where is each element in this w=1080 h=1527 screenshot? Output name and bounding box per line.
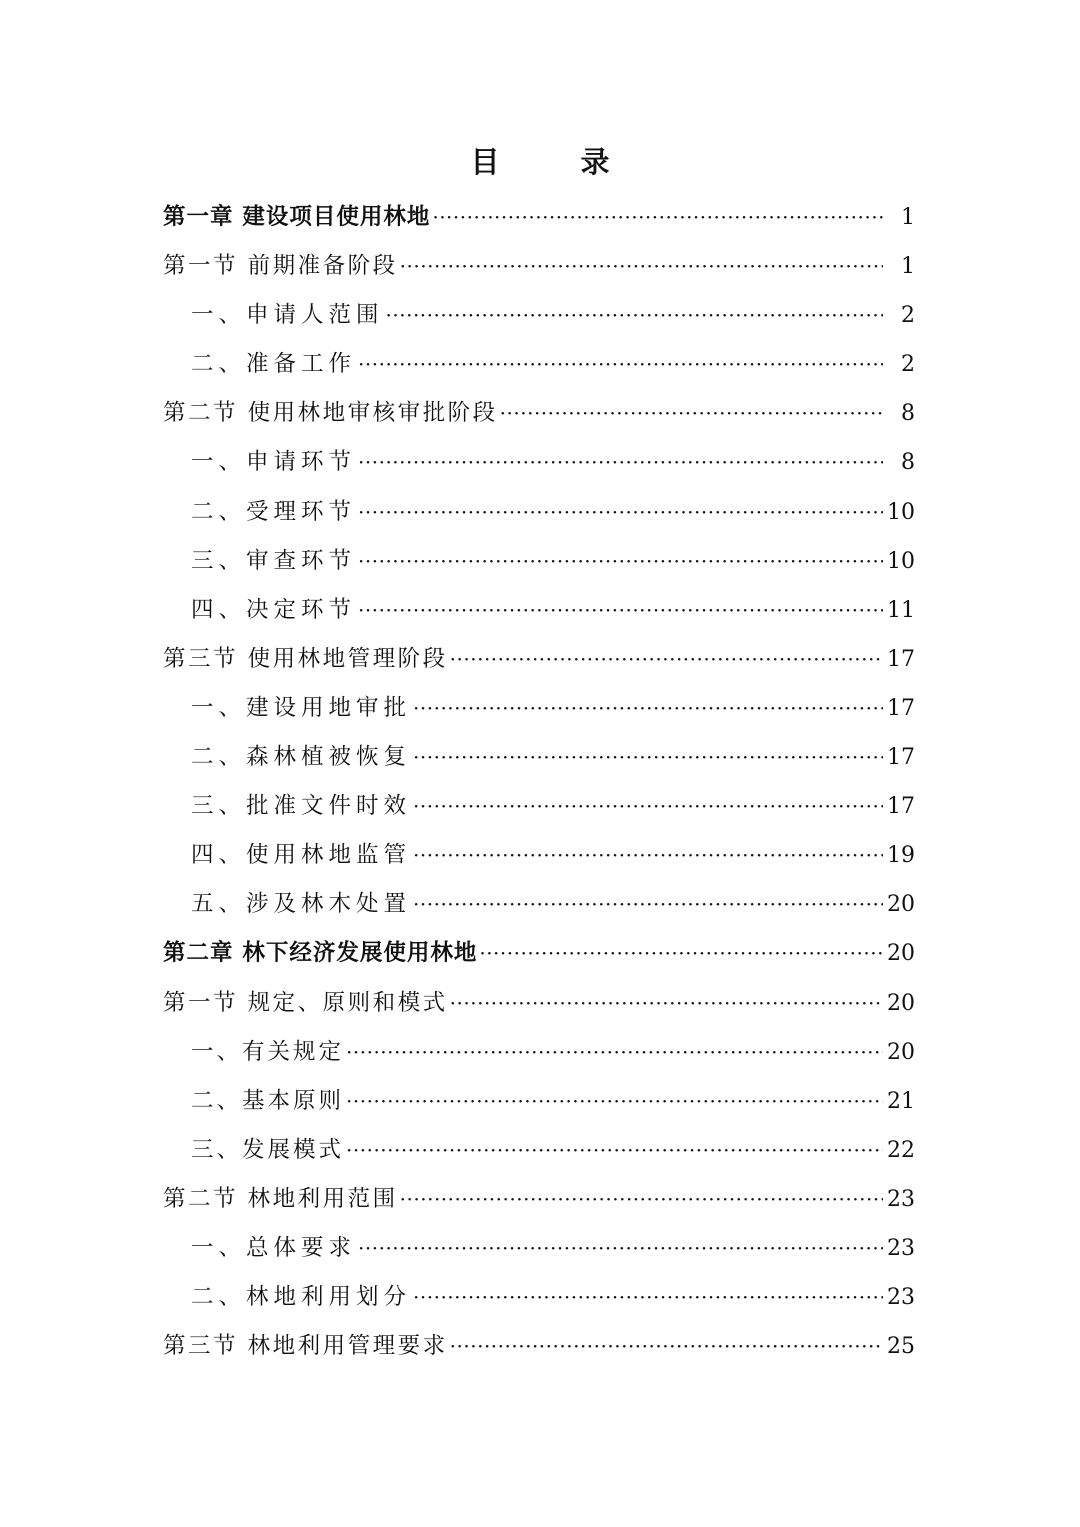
dot-leader xyxy=(358,1224,883,1273)
toc-page-number: 10 xyxy=(887,499,915,525)
toc-entry-label: 第一章 建设项目使用林地 xyxy=(163,204,431,230)
toc-item xyxy=(163,438,915,487)
toc-section xyxy=(163,1322,915,1371)
toc-page-number: 1 xyxy=(901,254,915,280)
dot-leader xyxy=(400,1175,883,1224)
dot-leader xyxy=(413,1273,883,1322)
dot-leader xyxy=(413,733,883,782)
toc-page-number: 2 xyxy=(901,352,915,378)
dot-leader xyxy=(413,831,883,880)
toc-item xyxy=(163,537,915,586)
toc-item xyxy=(163,831,915,880)
toc-page-number: 19 xyxy=(887,843,915,869)
toc-section xyxy=(163,979,915,1028)
toc-entry-label: 第一节 规定、原则和模式 xyxy=(163,989,448,1016)
toc-page-number: 17 xyxy=(887,745,915,771)
toc-page-number: 17 xyxy=(887,794,915,820)
toc-item xyxy=(163,684,915,733)
toc-item xyxy=(163,733,915,782)
toc-entry-label: 第二章 林下经济发展使用林地 xyxy=(163,940,478,967)
toc-page-number: 1 xyxy=(901,205,915,230)
table-of-contents xyxy=(163,193,915,1371)
toc-page-number: 10 xyxy=(887,548,915,574)
dot-leader xyxy=(386,291,883,340)
toc-entry-label: 第二节 林地利用范围 xyxy=(163,1185,398,1212)
toc-entry-label: 第二节 使用林地审核审批阶段 xyxy=(163,400,498,427)
dot-leader xyxy=(358,537,883,586)
toc-entry-label: 一、申请环节 xyxy=(191,449,357,476)
toc-entry-label: 二、林地利用划分 xyxy=(191,1284,412,1311)
toc-entry-label: 三、发展模式 xyxy=(191,1136,345,1163)
toc-page-number: 20 xyxy=(887,1039,915,1065)
dot-leader xyxy=(358,438,883,487)
dot-leader xyxy=(500,389,883,438)
toc-entry-label: 一、有关规定 xyxy=(191,1038,345,1065)
toc-page-number: 11 xyxy=(887,597,915,623)
toc-item xyxy=(163,1028,915,1077)
toc-page-number: 17 xyxy=(887,695,915,721)
dot-leader xyxy=(450,979,883,1028)
toc-chapter-2 xyxy=(163,929,915,978)
dot-leader xyxy=(413,684,883,733)
toc-page-number: 23 xyxy=(887,1235,915,1261)
toc-entry-label: 五、涉及林木处置 xyxy=(191,891,412,918)
toc-item xyxy=(163,1077,915,1126)
toc-page-number: 20 xyxy=(887,941,915,967)
toc-item xyxy=(163,1126,915,1175)
toc-entry-label: 一、申请人范围 xyxy=(191,302,384,329)
dot-leader xyxy=(358,340,883,389)
toc-chapter-1 xyxy=(163,193,915,242)
toc-page-number: 8 xyxy=(901,450,915,476)
toc-entry-label: 第三节 林地利用管理要求 xyxy=(163,1333,448,1360)
toc-item xyxy=(163,488,915,537)
toc-page-number: 25 xyxy=(887,1334,915,1360)
toc-entry-label: 二、准备工作 xyxy=(191,351,357,378)
toc-entry-label: 二、森林植被恢复 xyxy=(191,744,412,771)
dot-leader xyxy=(358,488,883,537)
toc-item xyxy=(163,1224,915,1273)
dot-leader xyxy=(450,635,883,684)
dot-leader xyxy=(413,782,883,831)
toc-item xyxy=(163,586,915,635)
toc-item xyxy=(163,1273,915,1322)
toc-section xyxy=(163,242,915,291)
page-title: 目 录 xyxy=(470,145,636,179)
dot-leader xyxy=(450,1322,883,1371)
toc-page-number: 22 xyxy=(887,1137,915,1163)
toc-entry-label: 四、决定环节 xyxy=(191,596,357,623)
toc-entry-label: 第一节 前期准备阶段 xyxy=(163,253,398,280)
toc-entry-label: 第三节 使用林地管理阶段 xyxy=(163,645,448,672)
toc-entry-label: 一、总体要求 xyxy=(191,1234,357,1261)
toc-page-number: 8 xyxy=(901,401,915,427)
toc-entry-label: 二、受理环节 xyxy=(191,498,357,525)
toc-section xyxy=(163,389,915,438)
dot-leader xyxy=(346,1077,883,1126)
toc-page-number: 20 xyxy=(887,990,915,1016)
dot-leader xyxy=(346,1126,883,1175)
toc-item xyxy=(163,291,915,340)
dot-leader xyxy=(346,1028,883,1077)
toc-section xyxy=(163,635,915,684)
toc-section xyxy=(163,1175,915,1224)
toc-entry-label: 一、建设用地审批 xyxy=(191,694,412,721)
toc-page-number: 23 xyxy=(887,1285,915,1311)
toc-page-number: 17 xyxy=(887,646,915,672)
toc-entry-label: 三、批准文件时效 xyxy=(191,793,412,820)
toc-item xyxy=(163,880,915,929)
toc-page-number: 21 xyxy=(887,1088,915,1114)
toc-item xyxy=(163,782,915,831)
toc-item xyxy=(163,340,915,389)
dot-leader xyxy=(479,929,883,978)
dot-leader xyxy=(400,242,883,291)
toc-entry-label: 四、使用林地监管 xyxy=(191,842,412,869)
toc-entry-label: 三、审查环节 xyxy=(191,547,357,574)
toc-page-number: 23 xyxy=(887,1186,915,1212)
dot-leader xyxy=(432,193,883,242)
toc-page-number: 2 xyxy=(901,303,915,329)
toc-entry-label: 二、基本原则 xyxy=(191,1087,345,1114)
dot-leader xyxy=(413,880,883,929)
dot-leader xyxy=(358,586,883,635)
toc-page-number: 20 xyxy=(887,892,915,918)
